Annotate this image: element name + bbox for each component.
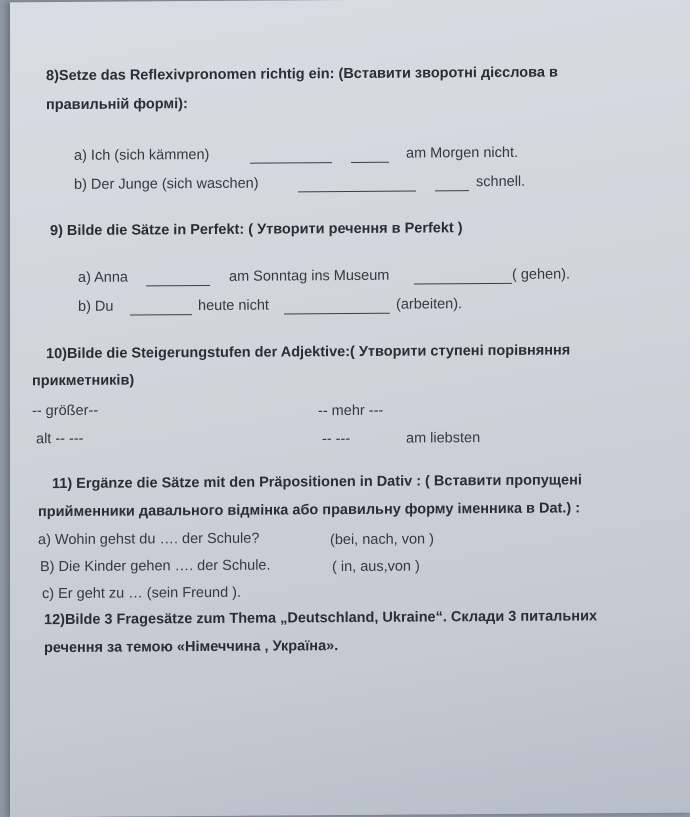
task11-b-text: B) Die Kinder gehen …. der Schule. (40, 557, 271, 576)
task9-a-blank-1[interactable] (146, 285, 210, 286)
task9-a-blank-2[interactable] (414, 283, 512, 285)
task10-row2-right: -- --- (322, 430, 351, 448)
task8-a-prefix: a) Ich (sich kämmen) (74, 146, 210, 164)
task9-b-blank-1[interactable] (130, 314, 192, 315)
worksheet-page (10, 0, 690, 817)
task10-row1-left: -- größer-- (32, 402, 99, 420)
task8-b-blank-1[interactable] (298, 191, 416, 193)
task8-a-blank-2[interactable] (351, 162, 389, 163)
task12-title-line2: речення за темою «Німеччина , Україна». (44, 638, 339, 657)
task9-b-middle: heute nicht (198, 297, 269, 315)
task12-title-line1: 12)Bilde 3 Fragesätze zum Thema „Deutschland, Ukraine“. Склади 3 питальних (44, 608, 598, 629)
task8-title-line1: 8)Setze das Reflexivpronomen richtig ein: (Вставити зворотні дієслова в (46, 64, 558, 85)
task8-b-prefix: b) Der Junge (sich waschen) (74, 175, 259, 193)
task11-a-text: a) Wohin gehst du …. der Schule? (38, 530, 260, 549)
task11-c-text: c) Er geht zu … (sein Freund ). (42, 584, 242, 603)
task9-b-prefix: b) Du (78, 298, 114, 315)
task9-title: 9) Bilde die Sätze in Perfekt: ( Утворити речення в Perfekt ) (50, 220, 463, 240)
task9-a-prefix: a) Anna (78, 269, 128, 286)
task10-row2-end: am liebsten (406, 430, 481, 447)
task9-b-suffix: (arbeiten). (396, 296, 463, 313)
task10-title-line2: прикметників) (32, 372, 135, 390)
task9-a-middle: am Sonntag ins Museum (229, 267, 390, 285)
task9-a-suffix: ( gehen). (512, 266, 571, 283)
task8-b-blank-2[interactable] (435, 190, 469, 191)
task11-b-options: ( in, aus,von ) (332, 558, 420, 576)
task8-b-suffix: schnell. (476, 173, 526, 191)
task11-a-options: (bei, nach, von ) (330, 531, 434, 549)
task8-a-suffix: am Morgen nicht. (406, 144, 519, 162)
task9-b-blank-2[interactable] (284, 313, 390, 315)
task8-a-blank-1[interactable] (250, 162, 332, 164)
task8-title-line2: правильній формі): (46, 96, 188, 114)
task10-row1-right: -- mehr --- (318, 402, 384, 420)
task10-row2-left: alt -- --- (36, 430, 84, 448)
task11-title-line1: 11) Ergänze die Sätze mit den Präpositionen in Dativ : ( Вставити пропущені (52, 472, 582, 493)
task10-title-line1: 10)Bilde die Steigerungstufen der Adjektive:( Утворити ступені порівняння (46, 342, 571, 363)
task11-title-line2: прийменники давального відмінка або правильну форму іменника в Dat.) : (38, 500, 581, 521)
